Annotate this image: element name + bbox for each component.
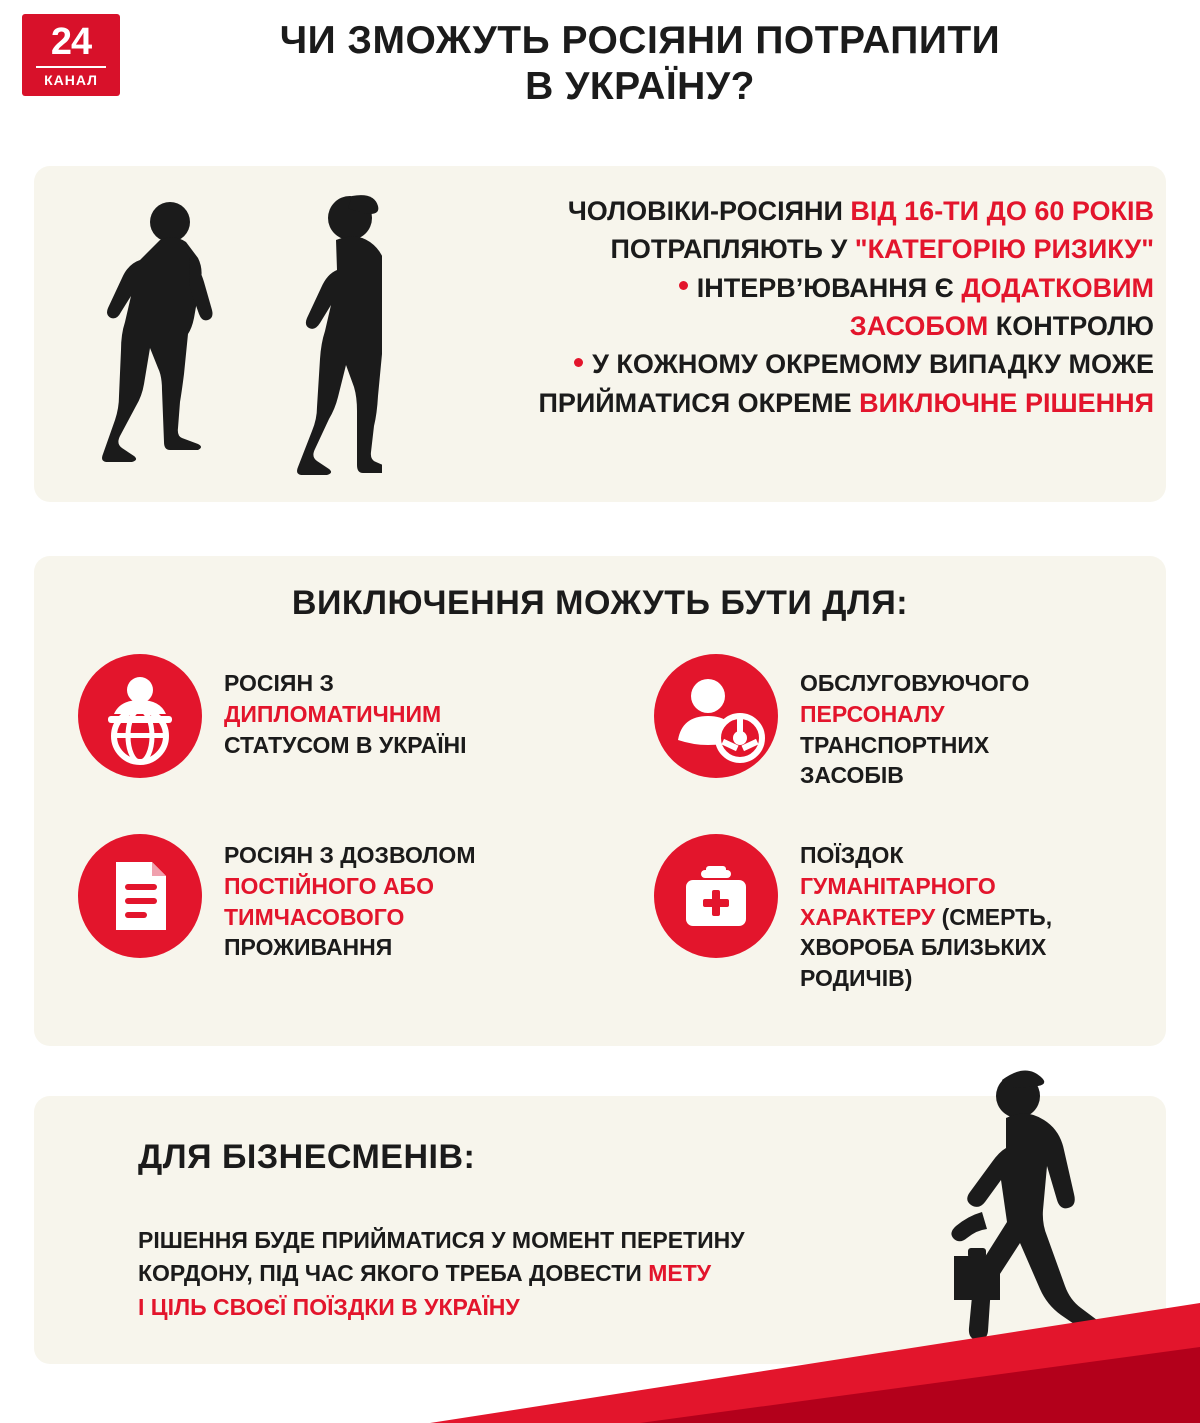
risk-bullet-1b: ДОДАТКОВИМ (961, 272, 1154, 303)
exception-item-transport (654, 654, 1154, 791)
risk-bullet-1c: ЗАСОБОМ (849, 310, 989, 341)
risk-line-1b: ВІД 16-ТИ ДО 60 РОКІВ (850, 196, 1154, 226)
walking-men-silhouettes (52, 188, 382, 478)
exception-2-part2: ПОСТІЙНОГО АБО (224, 872, 434, 899)
exception-item-diplomatic (78, 654, 598, 778)
risk-category-card (34, 166, 1166, 502)
document-icon (78, 834, 202, 958)
business-line-3: І ЦІЛЬ СВОЄЇ ПОЇЗДКИ В УКРАЇНУ (138, 1293, 520, 1320)
exception-text-humanitarian (800, 834, 1052, 994)
risk-bullet-2c: ВИКЛЮЧНЕ РІШЕННЯ (859, 387, 1154, 418)
diplomat-globe-icon (78, 654, 202, 778)
risk-line-2 (384, 230, 1154, 268)
risk-bullet-2-line-2 (384, 384, 1154, 422)
exception-3-part4: (СМЕРТЬ, (935, 903, 1053, 930)
exception-item-humanitarian (654, 834, 1154, 994)
logo-number: 24 (50, 21, 92, 63)
business-line-1: РІШЕННЯ БУДЕ ПРИЙМАТИСЯ У МОМЕНТ ПЕРЕТИНУ (138, 1227, 745, 1253)
risk-bullet-2b: ПРИЙМАТИСЯ ОКРЕМЕ (538, 387, 860, 418)
exception-3-part6: РОДИЧІВ) (800, 965, 913, 992)
exception-2-part4: ПРОЖИВАННЯ (224, 934, 393, 961)
exceptions-card (34, 556, 1166, 1046)
header (0, 0, 1200, 140)
page-title-line-2: В УКРАЇНУ? (525, 65, 755, 109)
risk-text-block (384, 192, 1154, 422)
exception-2-part1: РОСІЯН З ДОЗВОЛОМ (224, 842, 476, 868)
exception-0-part2: ДИПЛОМАТИЧНИМ (224, 700, 442, 727)
risk-line-1 (384, 192, 1154, 230)
business-line-2b: МЕТУ (648, 1260, 712, 1287)
risk-bullet-1-line-1 (384, 269, 1154, 307)
driver-steering-wheel-icon (654, 654, 778, 778)
exception-2-part3: ТИМЧАСОВОГО (224, 903, 405, 930)
risk-bullet-2-line-1 (384, 345, 1154, 383)
exception-item-residence (78, 834, 598, 963)
exception-3-part3: ХАРАКТЕРУ (800, 903, 936, 930)
exception-3-part5: ХВОРОБА БЛИЗЬКИХ (800, 934, 1047, 961)
risk-line-2b: "КАТЕГОРІЮ РИЗИКУ" (854, 234, 1154, 265)
risk-line-2a: ПОТРАПЛЯЮТЬ У (610, 234, 855, 265)
bullet-dot-icon (679, 281, 688, 290)
exception-text-residence (224, 834, 475, 963)
exception-3-part1: ПОЇЗДОК (800, 842, 904, 868)
risk-line-1a: ЧОЛОВІКИ-РОСІЯНИ (567, 196, 851, 226)
channel-logo (22, 14, 120, 96)
exception-0-part3: СТАТУСОМ В УКРАЇНІ (224, 731, 467, 758)
bullet-dot-icon (574, 358, 583, 367)
exception-text-transport (800, 654, 1029, 791)
business-line-2a: КОРДОНУ, ПІД ЧАС ЯКОГО ТРЕБА ДОВЕСТИ (138, 1260, 649, 1287)
exception-1-part2: ПЕРСОНАЛУ (800, 700, 945, 727)
exception-text-diplomatic (224, 654, 467, 760)
exception-3-part2: ГУМАНІТАРНОГО (800, 872, 996, 899)
page-title-line-1: ЧИ ЗМОЖУТЬ РОСІЯНИ ПОТРАПИТИ (279, 19, 1001, 62)
exception-1-part4: ЗАСОБІВ (800, 762, 904, 789)
risk-bullet-1a: ІНТЕРВ’ЮВАННЯ Є (696, 272, 962, 303)
exceptions-title: ВИКЛЮЧЕННЯ МОЖУТЬ БУТИ ДЛЯ: (291, 584, 909, 622)
page-title (140, 18, 1140, 110)
risk-bullet-1-line-2 (384, 307, 1154, 345)
exception-1-part1: ОБСЛУГОВУЮЧОГО (800, 670, 1030, 696)
logo-divider (36, 66, 106, 68)
bottom-red-wedge (0, 1303, 1200, 1423)
medical-kit-icon (654, 834, 778, 958)
risk-bullet-1d: КОНТРОЛЮ (988, 310, 1154, 341)
exception-1-part3: ТРАНСПОРТНИХ (800, 731, 990, 758)
businessmen-title: ДЛЯ БІЗНЕСМЕНІВ: (138, 1138, 476, 1176)
exception-0-part1: РОСІЯН З (224, 670, 334, 696)
risk-bullet-2a: У КОЖНОМУ ОКРЕМОМУ ВИПАДКУ МОЖЕ (592, 349, 1154, 380)
logo-word: КАНАЛ (44, 72, 98, 88)
